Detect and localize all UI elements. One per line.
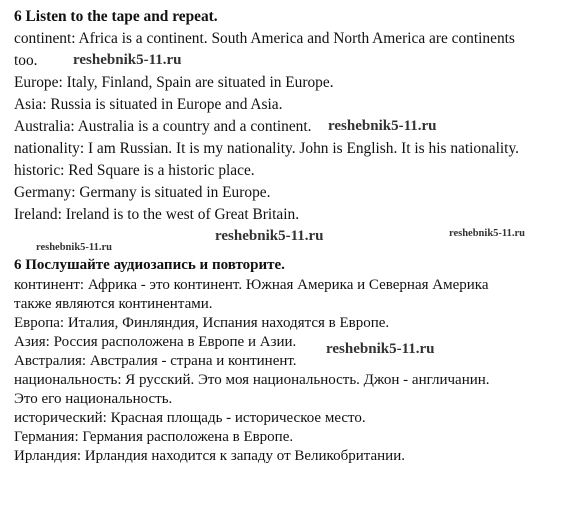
watermark: reshebnik5-11.ru: [36, 242, 112, 253]
russian-heading: 6 Послушайте аудиозапись и повторите.: [14, 257, 285, 273]
english-line: Australia: Australia is a country and a continent.: [14, 118, 312, 135]
watermark: reshebnik5-11.ru: [328, 118, 437, 134]
russian-line: континент: Африка - это континент. Южная Америка и Северная Америка: [14, 277, 489, 293]
watermark: reshebnik5-11.ru: [449, 228, 525, 239]
watermark: reshebnik5-11.ru: [73, 52, 182, 68]
english-line: Germany: Germany is situated in Europe.: [14, 184, 271, 201]
english-line: too.: [14, 52, 38, 69]
english-line: historic: Red Square is a historic place.: [14, 162, 255, 179]
russian-line: Австралия: Австралия - страна и континент.: [14, 353, 297, 369]
russian-line: Ирландия: Ирландия находится к западу от Великобритании.: [14, 448, 405, 464]
english-line: Europe: Italy, Finland, Spain are situated in Europe.: [14, 74, 334, 91]
russian-line: Азия: Россия расположена в Европе и Азии.: [14, 334, 297, 350]
russian-line: Это его национальность.: [14, 391, 173, 407]
watermark: reshebnik5-11.ru: [326, 341, 435, 357]
english-line: Asia: Russia is situated in Europe and Asia.: [14, 96, 283, 113]
russian-line: также являются континентами.: [14, 296, 213, 312]
russian-line: исторический: Красная площадь - историческое место.: [14, 410, 366, 426]
russian-line: Германия: Германия расположена в Европе.: [14, 429, 294, 445]
english-line: nationality: I am Russian. It is my nationality. John is English. It is his nationality.: [14, 140, 520, 157]
english-heading: 6 Listen to the tape and repeat.: [14, 8, 218, 25]
russian-line: Европа: Италия, Финляндия, Испания находятся в Европе.: [14, 315, 390, 331]
watermark: reshebnik5-11.ru: [215, 228, 324, 244]
english-line: continent: Africa is a continent. South America and North America are continents: [14, 30, 515, 47]
english-line: Ireland: Ireland is to the west of Great Britain.: [14, 206, 300, 223]
russian-line: национальность: Я русский. Это моя национальность. Джон - англичанин.: [14, 372, 490, 388]
